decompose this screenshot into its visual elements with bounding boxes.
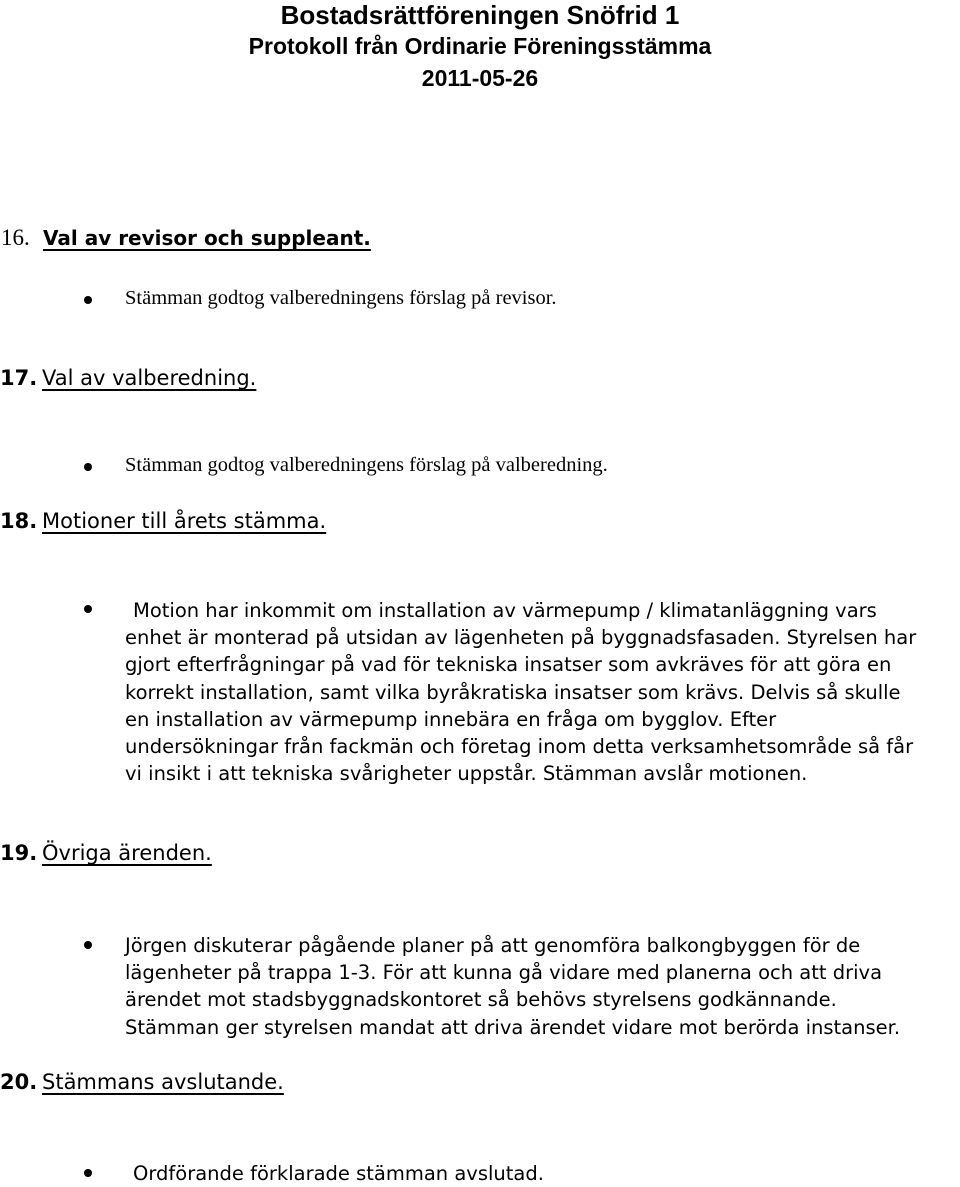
bullet-text-line: enhet är monterad på utsidan av lägenheten på byggnadsfasaden. Styrelsen har: [125, 626, 917, 650]
bullet-text-line: lägenheter på trappa 1-3. För att kunna gå vidare med planerna och att driva: [125, 961, 883, 985]
bullet-icon: [84, 605, 92, 613]
section-title: Motioner till årets stämma.: [42, 509, 327, 533]
section-title: Val av valberedning.: [42, 366, 257, 390]
bullet-text: Stämman godtog valberedningens förslag på revisor.: [125, 287, 557, 309]
bullet-icon: [84, 941, 92, 949]
document-title: Protokoll från Ordinarie Föreningsstämma: [248, 33, 712, 59]
section-title: Övriga ärenden.: [42, 841, 212, 865]
section-18-heading: [0, 508, 326, 534]
bullet-text-line: undersökningar från fackmän och företag inom detta verksamhetsområde så får: [125, 735, 914, 759]
bullet-text-line: Stämman ger styrelsen mandat att driva ärendet vidare mot berörda instanser.: [125, 1015, 901, 1039]
bullet-icon: [84, 1169, 92, 1177]
bullet-text: Ordförande förklarade stämman avslutad.: [133, 1162, 544, 1185]
section-title: Stämmans avslutande.: [42, 1070, 284, 1094]
bullet-text-line: gjort efterfrågningar på vad för tekniska insatser som avkräves för att göra en: [125, 653, 892, 677]
section-19-heading: [0, 840, 212, 866]
bullet-text-line: Motion har inkommit om installation av värmepump / klimatanläggning vars: [133, 599, 877, 622]
section-17-heading: [0, 365, 256, 391]
section-20-heading: [0, 1069, 284, 1095]
section-number: 18.: [0, 509, 38, 533]
bullet-text-line: Jörgen diskuterar pågående planer på att genomföra balkongbyggen för de: [125, 934, 861, 957]
section-number: 20.: [0, 1070, 38, 1094]
bullet-icon: [84, 463, 92, 471]
bullet-text-line: vi insikt i att tekniska svårigheter uppstår. Stämman avslår motionen.: [125, 762, 808, 786]
section-number: 19.: [0, 841, 38, 865]
section-number: 16.: [1, 225, 30, 250]
bullet-text-line: en installation av värmepump innebära en fråga om bygglov. Efter: [125, 707, 777, 731]
section-title: Val av revisor och suppleant.: [43, 226, 371, 250]
bullet-icon: [84, 296, 92, 304]
bullet-text: Stämman godtog valberedningens förslag på valberedning.: [125, 454, 608, 476]
section-number: 17.: [0, 366, 38, 390]
meeting-date: 2011-05-26: [421, 65, 539, 91]
section-16-heading: [0, 225, 371, 251]
organization-name: Bostadsrättföreningen Snöfrid 1: [280, 0, 680, 30]
bullet-text-line: korrekt installation, samt vilka byråkratiska insatser som krävs. Delvis så skulle: [125, 680, 901, 704]
bullet-text-line: ärendet mot stadsbyggnadskontoret så behövs styrelsens godkännande.: [125, 988, 837, 1012]
